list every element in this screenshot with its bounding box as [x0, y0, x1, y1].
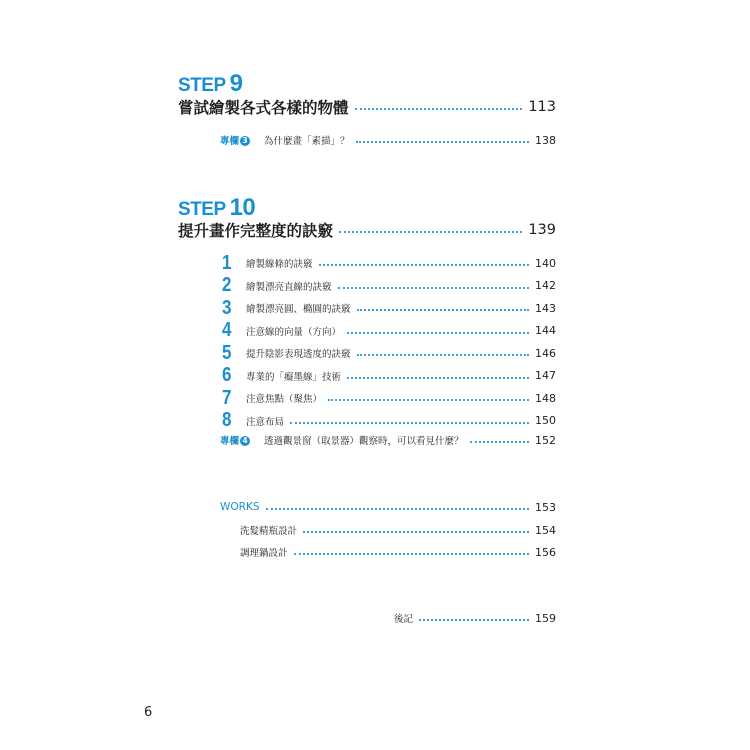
step9-number: 9 [229, 70, 243, 97]
toc-item-number: 7 [222, 386, 232, 409]
toc-item-row[interactable] [222, 298, 556, 318]
column-number-badge: 3 [240, 136, 250, 146]
toc-item-title: 專業的「癡墨線」技術 [246, 371, 342, 383]
afterword-page: 159 [535, 611, 556, 625]
toc-item-leader [338, 287, 529, 289]
toc-item-title: 注意布局 [246, 416, 285, 428]
step9-label [178, 70, 242, 98]
toc-item-title: 繪製漂亮直線的訣竅 [246, 281, 332, 293]
toc-item-leader [357, 354, 529, 356]
toc-item-number: 5 [222, 341, 232, 364]
works-item-page: 156 [535, 545, 556, 559]
toc-item-title: 提升陰影表現透度的訣竅 [246, 349, 351, 360]
toc-item-number: 4 [222, 319, 232, 341]
toc-item-row[interactable] [222, 366, 556, 386]
works-row[interactable] [220, 499, 556, 515]
toc-item-row[interactable] [222, 388, 556, 408]
step10-title: 提升畫作完整度的訣竅 [178, 222, 334, 240]
toc-item-leader [357, 309, 529, 311]
step10-column-row[interactable] [220, 432, 556, 448]
toc-item-page: 150 [535, 414, 556, 427]
toc-item-page: 142 [535, 279, 556, 292]
toc-item-row[interactable] [222, 253, 556, 273]
step10-page: 139 [528, 222, 556, 238]
step9-page: 113 [528, 99, 556, 115]
column-leader [470, 441, 529, 443]
toc-item-leader [319, 264, 529, 266]
step9-leader [355, 108, 523, 110]
toc-item-leader [347, 332, 529, 334]
column-leader [356, 141, 529, 143]
toc-item-number: 8 [222, 409, 232, 431]
toc-item-row[interactable] [222, 321, 556, 341]
works-page: 153 [535, 500, 556, 514]
toc-item-page: 143 [535, 301, 556, 315]
column-page: 152 [535, 433, 556, 447]
works-item-title: 洗髮精瓶設計 [240, 526, 298, 537]
toc-item-leader [290, 422, 529, 424]
toc-item-title: 注意焦點（聚焦） [246, 394, 323, 405]
column-tag: 專欄 4 [220, 433, 250, 447]
toc-item-title: 繪製漂亮圓、橢圓的訣竅 [246, 304, 351, 315]
column-number-badge: 4 [240, 436, 250, 446]
toc-item-row[interactable] [222, 343, 556, 363]
column-title: 為什麼畫「素描」？ [264, 136, 350, 147]
works-label: WORKS [220, 501, 260, 513]
toc-item-page: 148 [535, 391, 556, 405]
step10-title-row[interactable] [178, 219, 556, 241]
works-item-leader [303, 531, 529, 533]
toc-item-leader [328, 399, 529, 401]
toc-item-row[interactable] [222, 411, 556, 431]
step9-title-row[interactable] [178, 96, 556, 118]
works-item-row[interactable] [240, 522, 556, 538]
works-item-row[interactable] [240, 544, 556, 560]
step10-word: STEP [178, 199, 226, 220]
toc-item-page: 146 [535, 346, 556, 360]
toc-item-title: 繪製線條的訣竅 [246, 259, 313, 270]
step9-column-row[interactable] [220, 132, 556, 148]
works-item-page: 154 [535, 523, 556, 537]
column-title: 透過觀景窗（取景器）觀察時，可以看見什麼？ [264, 436, 464, 447]
toc-item-page: 140 [535, 256, 556, 270]
toc-item-number: 3 [222, 296, 232, 319]
step10-leader [339, 231, 522, 233]
works-leader [266, 508, 530, 510]
step9-word: STEP [178, 75, 226, 96]
afterword-leader [419, 619, 529, 621]
page-number: 6 [144, 705, 153, 720]
toc-item-page: 147 [535, 369, 556, 382]
toc-item-title: 注意線的向量（方向） [246, 326, 342, 338]
step9-title: 嘗試繪製各式各樣的物體 [178, 99, 349, 117]
toc-item-row[interactable] [222, 276, 556, 296]
toc-item-number: 2 [222, 274, 232, 296]
toc-item-number: 1 [222, 251, 232, 274]
works-item-title: 調理鍋設計 [240, 548, 288, 559]
afterword-row[interactable] [394, 610, 556, 626]
step10-number: 10 [229, 194, 256, 221]
step10-label [178, 194, 255, 222]
toc-item-leader [347, 377, 529, 379]
toc-item-number: 6 [222, 364, 232, 386]
toc-item-page: 144 [535, 324, 556, 337]
column-tag: 專欄 3 [220, 133, 250, 147]
afterword-title: 後記 [394, 614, 414, 625]
works-item-leader [294, 553, 529, 555]
column-page: 138 [535, 133, 556, 147]
